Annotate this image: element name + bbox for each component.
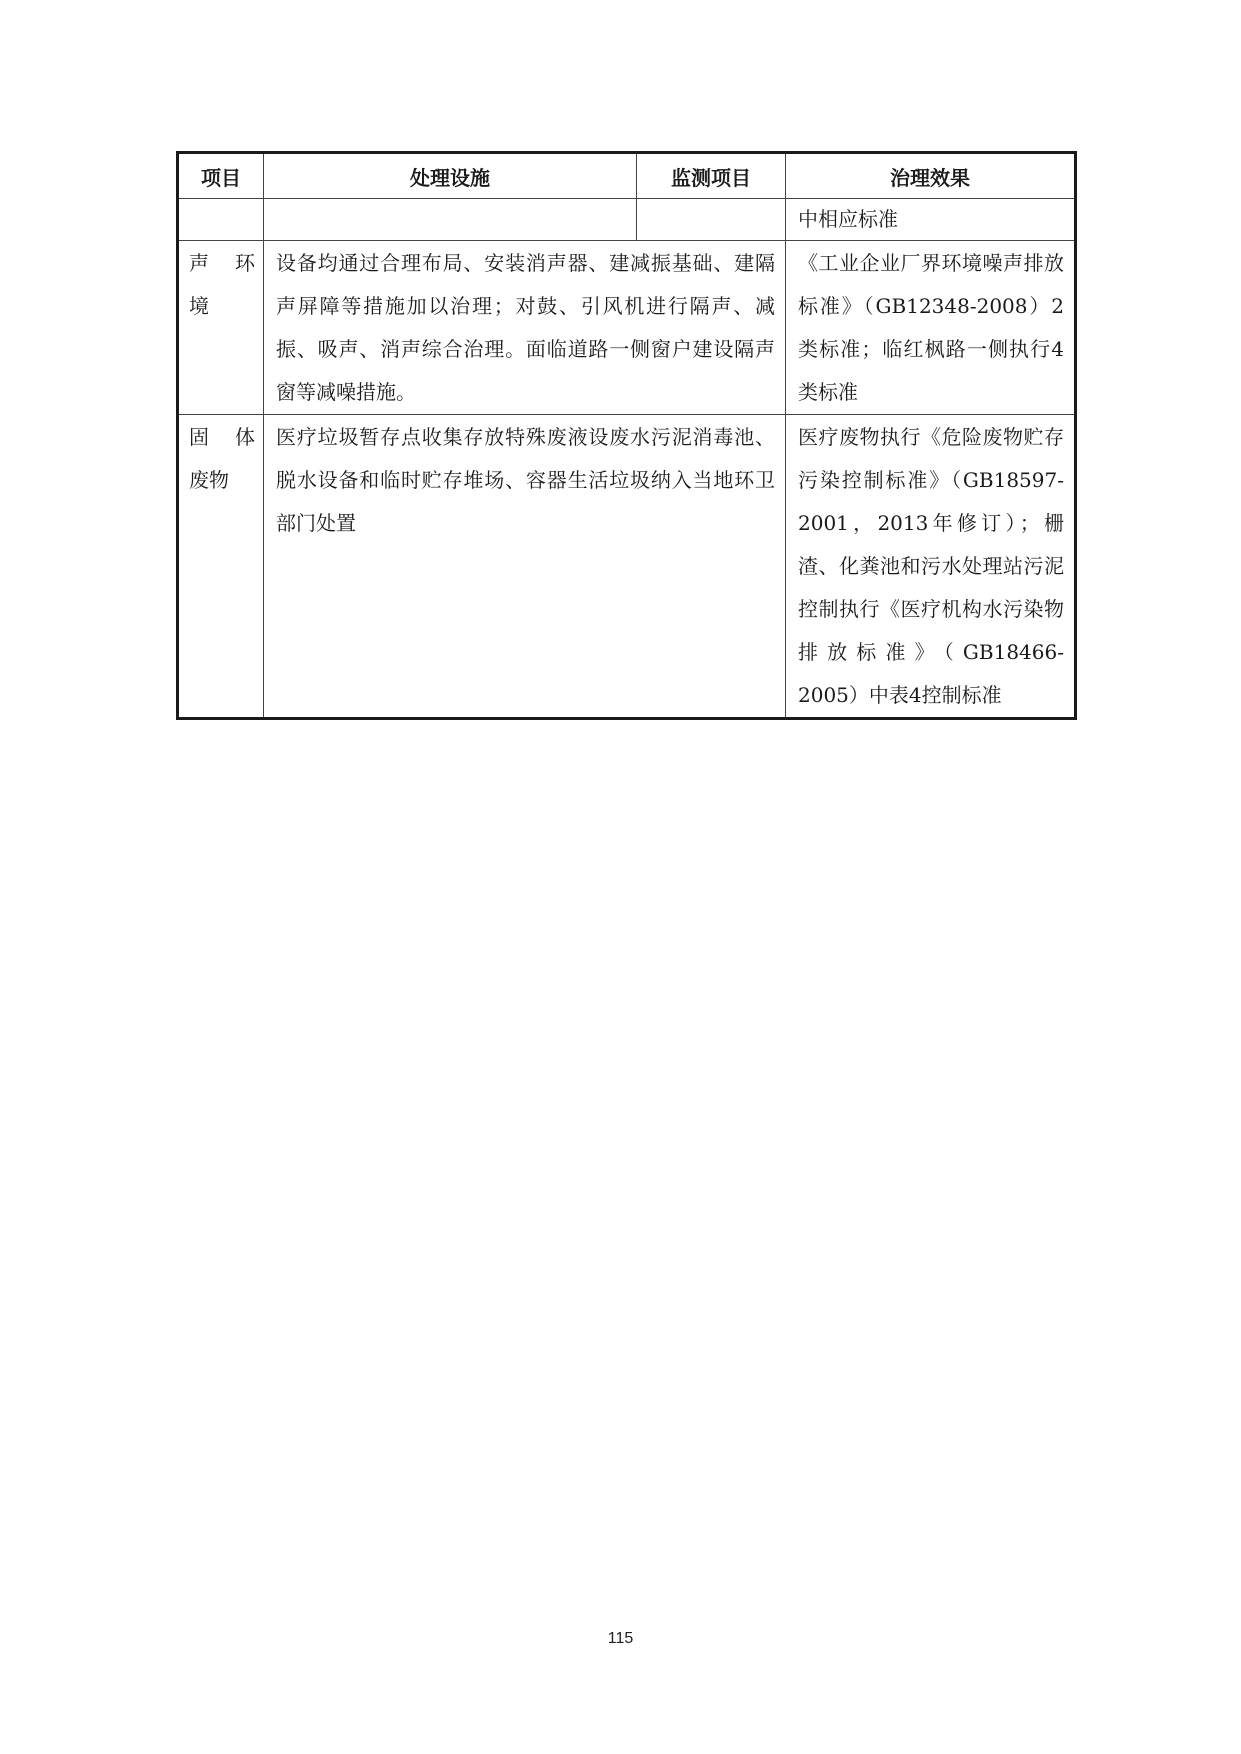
header-monitor: 监测项目	[637, 153, 786, 199]
table-header-row	[178, 153, 1076, 199]
header-effect: 治理效果	[786, 153, 1076, 199]
cell-text: 《工业企业厂界环境噪声排放标准》（GB12348-2008）2类标准；临红枫路一侧执行4类标准	[798, 251, 1064, 404]
table-row	[178, 415, 1076, 719]
table-cell-monitor	[637, 199, 786, 241]
table-row	[178, 241, 1076, 415]
header-item: 项目	[178, 153, 264, 199]
cell-text: 中相应标准	[798, 207, 898, 231]
table-cell-item	[178, 199, 264, 241]
cell-text: 声 环境	[189, 251, 255, 318]
header-facility: 处理设施	[264, 153, 637, 199]
table-cell-item	[178, 241, 264, 415]
table-cell-facility	[264, 415, 786, 719]
table-cell-facility	[264, 241, 786, 415]
cell-text: 固 体废物	[189, 425, 255, 492]
table-cell-effect	[786, 199, 1076, 241]
table-cell-effect	[786, 241, 1076, 415]
table-cell-facility	[264, 199, 637, 241]
table-cell-item	[178, 415, 264, 719]
table-row	[178, 199, 1076, 241]
table-cell-effect	[786, 415, 1076, 719]
page-number: 115	[607, 1630, 634, 1647]
cell-text: 医疗废物执行《危险废物贮存污染控制标准》（GB18597-2001，2013年修订）；栅渣、化粪池和污水处理站污泥控制执行《医疗机构水污染物排放标准》（GB18466-2005）中表4控制标准	[798, 425, 1064, 707]
cell-text: 设备均通过合理布局、安装消声器、建减振基础、建隔声屏障等措施加以治理；对鼓、引风机进行隔声、减振、吸声、消声综合治理。面临道路一侧窗户建设隔声窗等减噪措施。	[276, 251, 775, 404]
pollution-control-table	[176, 151, 1077, 720]
cell-text: 医疗垃圾暂存点收集存放特殊废液设废水污泥消毒池、脱水设备和临时贮存堆场、容器生活垃圾纳入当地环卫部门处置	[276, 425, 775, 535]
